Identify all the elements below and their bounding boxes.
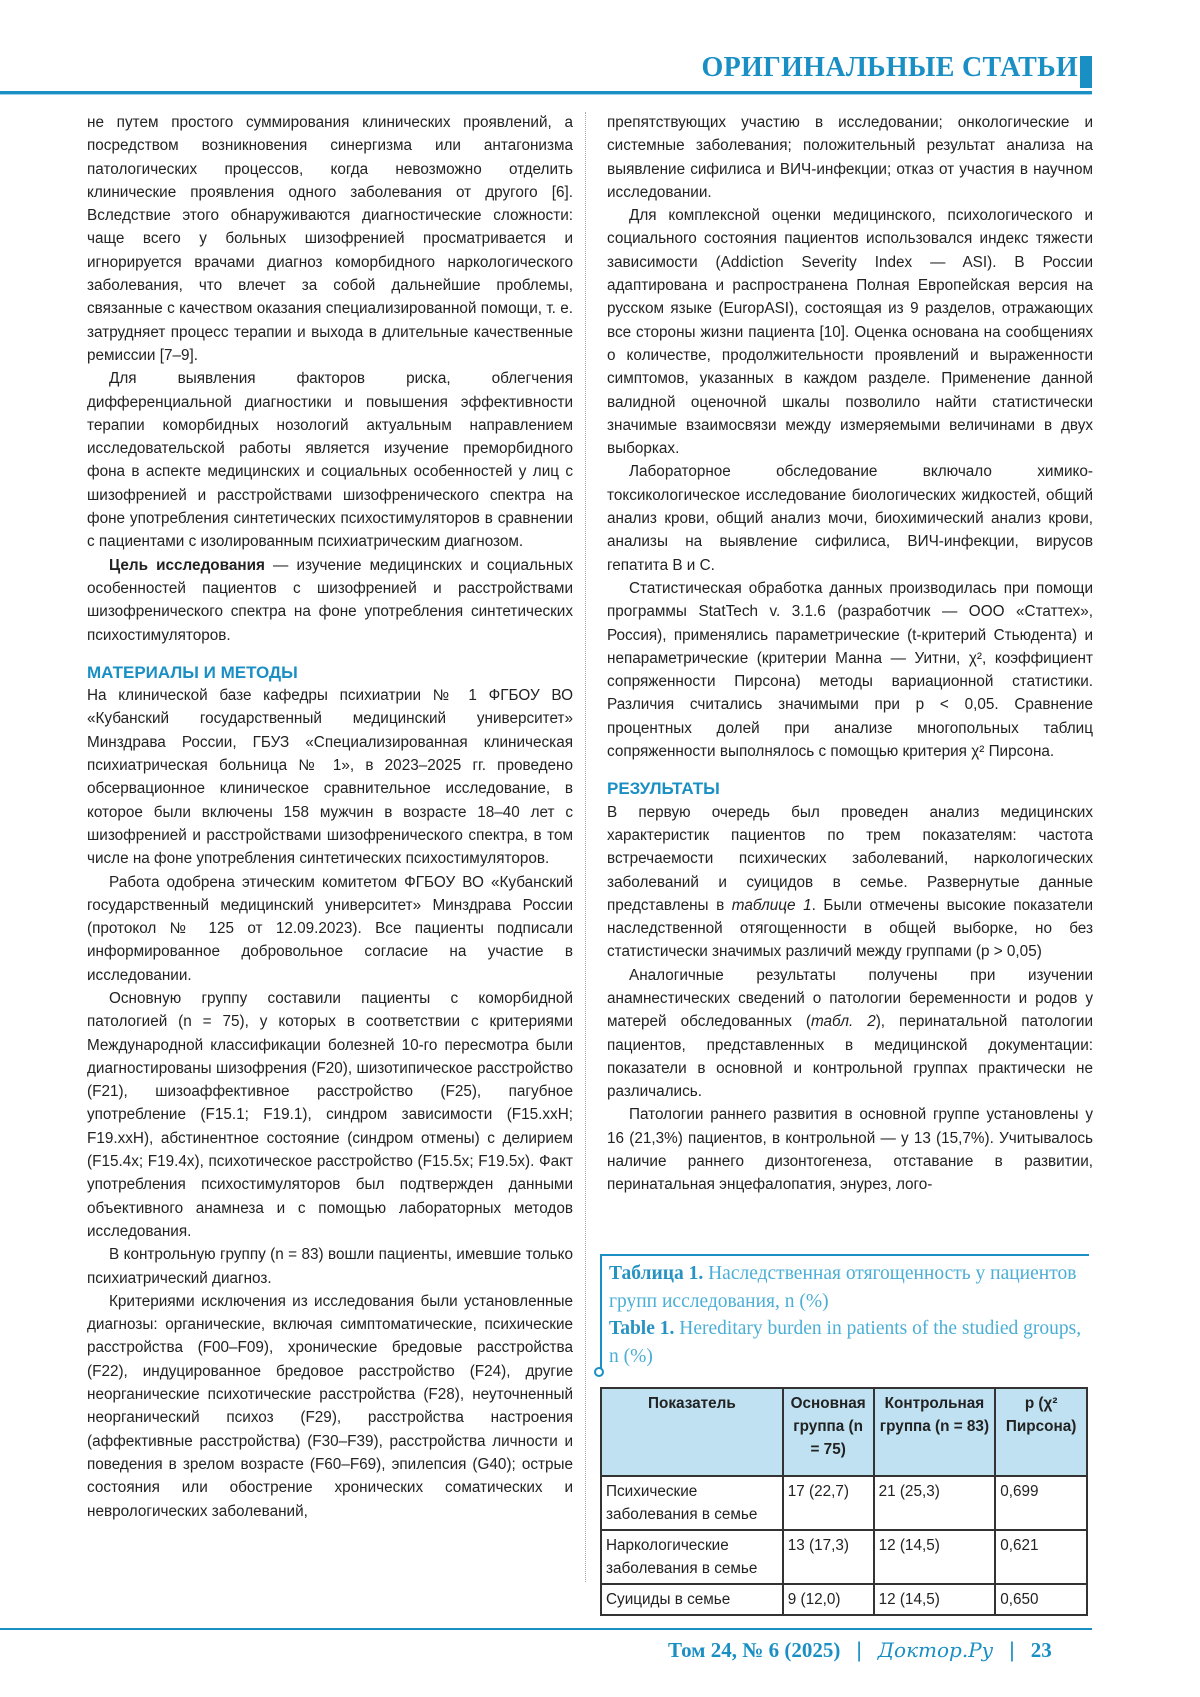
paragraph: препятствующих участию в исследовании; онкологические и системные заболевания; положительный результат анализа на выявление сифилиса и ВИЧ-инфекции; отказ от участия в научном исследовании.: [607, 111, 1093, 204]
table-caption: [609, 1260, 1089, 1370]
paragraph: Для выявления факторов риска, облегчения дифференциальной диагностики и повышения эффективности терапии коморбидных нозологий актуальным направлением исследовательской работы является изучение преморбидного фона в аспекте медицинских и социальных особенностей у лиц с шизофренией и расстройствами шизофренического спектра на фоне употребления синтетических психостимуляторов в сравнении с пациентами с изолированным психиатрическим диагнозом.: [87, 367, 573, 553]
table-hereditary-burden: [600, 1387, 1088, 1616]
table-cell: 0,621: [995, 1530, 1087, 1584]
table-cell: Психические заболевания в семье: [601, 1476, 783, 1530]
text: . Были отмечены высокие показатели наследственной отягощенности в общей выборке, но без статистически значимых различий между группами (p > 0,05): [607, 897, 1093, 961]
text: В первую очередь был проведен анализ медицинских характеристик пациентов по трем показателям: частота встречаемости психических заболеваний, наркологических заболеваний и суицидов в семье. Развернутые данные представлены в: [607, 804, 1093, 914]
paragraph: Лабораторное обследование включало химико-токсикологическое исследование биологических жидкостей, общий анализ крови, общий анализ мочи, биохимический анализ крови, анализы на выявление сифилиса, ВИЧ-инфекции, вирусов гепатита В и С.: [607, 460, 1093, 576]
table-header-row: [601, 1388, 1087, 1476]
paragraph: Статистическая обработка данных производилась при помощи программы StatTech v. 3.1.6 (разработчик — ООО «Статтех», Россия), применялись параметрические (t-критерий Стьюдента) и непараметрические (критерии Манна — Уитни, χ², коэффициент сопряженности Пирсона) методы вариационной статистики. Различия считались значимыми при p < 0,05. Сравнение процентных долей при анализе многопольных таблиц сопряженности выполнялось с помощью критерия χ² Пирсона.: [607, 577, 1093, 763]
heading-methods: МАТЕРИАЛЫ И МЕТОДЫ: [87, 661, 573, 684]
column-header: Основная группа (n = 75): [783, 1388, 874, 1476]
table-cell: 21 (25,3): [874, 1476, 996, 1530]
paragraph: Работа одобрена этическим комитетом ФГБОУ ВО «Кубанский государственный медицинский университет» Минздрава России (протокол № 125 от 12.09.2023). Все пациенты подписали информированное добровольное согласие на участие в исследовании.: [87, 871, 573, 987]
journal-logo: Доктор.Ру: [878, 1638, 993, 1662]
heading-results: РЕЗУЛЬТАТЫ: [607, 777, 1093, 800]
column-header: Контрольная группа (n = 83): [874, 1388, 996, 1476]
caption-dot: [594, 1367, 604, 1377]
table-cell: 0,699: [995, 1476, 1087, 1530]
left-column: [87, 111, 573, 1523]
footer-rule: [0, 1628, 1092, 1630]
column-divider: [585, 112, 586, 1582]
table-row: [601, 1530, 1087, 1584]
aim-text: — изучение медицинских и социальных особенностей пациентов с шизофренией и расстройствами шизофренического спектра на фоне употребления синтетических психостимуляторов.: [87, 557, 573, 644]
caption-label: Table 1.: [609, 1318, 674, 1339]
header-rule: [0, 91, 1092, 95]
column-header: p (χ² Пирсона): [995, 1388, 1087, 1476]
table-cell: 13 (17,3): [783, 1530, 874, 1584]
table-cell: 9 (12,0): [783, 1584, 874, 1615]
text: ), перинатальной патологии пациентов, представленных в медицинской документации: показатели в основной и контрольной группах практически не различались.: [607, 1013, 1093, 1100]
paragraph: В контрольную группу (n = 83) вошли пациенты, имевшие только психиатрический диагноз.: [87, 1243, 573, 1290]
table-cell: 12 (14,5): [874, 1584, 996, 1615]
caption-label: Таблица 1.: [609, 1263, 703, 1284]
table-cell: 12 (14,5): [874, 1530, 996, 1584]
table-row: [601, 1584, 1087, 1615]
table-reference: табл. 2: [811, 1013, 876, 1030]
issue-info: Том 24, № 6 (2025): [668, 1638, 840, 1662]
paragraph: Критериями исключения из исследования были установленные диагнозы: органические, включая симптоматические, психические расстройства (F00–F09), хронические бредовые расстройства (F22), индуцированное бредовое расстройство (F24), другие неорганические психотические расстройства (F28), неуточненный неорганический психоз (F29), расстройства настроения (аффективные расстройства) (F30–F39), расстройства личности и поведения в зрелом возрасте (F60–F69), эпилепсия (G40); острые состояния или обострение хронических соматических и неврологических заболеваний,: [87, 1290, 573, 1523]
page-number: 23: [1031, 1638, 1052, 1662]
column-header: Показатель: [601, 1388, 783, 1476]
section-title: ОРИГИНАЛЬНЫЕ СТАТЬИ: [701, 52, 1078, 84]
section-bar: [1080, 56, 1092, 88]
table-cell: 0,650: [995, 1584, 1087, 1615]
paragraph: На клинической базе кафедры психиатрии № 1 ФГБОУ ВО «Кубанский государственный медицинский университет» Минздрава России, ГБУЗ «Специализированная клиническая психиатрическая больница № 1», в 2023–2025 гг. проведено обсервационное клиническое сравнительное исследование, в которое были включены 158 мужчин в возрасте 18–40 лет с шизофренией и расстройствами шизофренического спектра, в том числе на фоне употребления синтетических психостимуляторов.: [87, 684, 573, 870]
paragraph: [87, 554, 573, 647]
paragraph: [607, 964, 1093, 1104]
paragraph: не путем простого суммирования клинических проявлений, а посредством возникновения синергизма или антагонизма патологических процессов, когда невозможно отделить клинические проявления одного заболевания от другого [6]. Вследствие этого обнаруживаются диагностические сложности: чаще всего у больных шизофренией просматривается и игнорируется врачами диагноз коморбидного наркологического заболевания, что влечет за собой дальнейшие проблемы, связанные с качеством оказания специализированной помощи, т. е. затрудняет процесс терапии и выхода в длительные качественные ремиссии [7–9].: [87, 111, 573, 367]
table-cell: Наркологические заболевания в семье: [601, 1530, 783, 1584]
paragraph: Патологии раннего развития в основной группе установлены у 16 (21,3%) пациентов, в контрольной — у 13 (15,7%). Учитывалось наличие раннего дизонтогенеза, отставание в развитии, перинатальная энцефалопатия, энурез, лого-: [607, 1103, 1093, 1196]
caption-text: Hereditary burden in patients of the studied groups, n (%): [609, 1318, 1081, 1367]
separator: |: [1009, 1639, 1014, 1662]
table-reference: таблице 1: [732, 897, 812, 914]
paragraph: Основную группу составили пациенты с коморбидной патологией (n = 75), у которых в соответствии с критериями Международной классификации болезней 10-го пересмотра были диагностированы шизофрения (F20), шизотипическое расстройство (F21), шизоаффективное расстройство (F25), пагубное употребление (F15.1; F19.1), синдром зависимости (F15.xxH; F19.xxH), абстинентное состояние (синдром отмены) с делирием (F15.4x; F19.4x), психотическое расстройство (F15.5x; F19.5x). Факт употребления психостимуляторов был подтвержден данными объективного анамнеза и с помощью лабораторных методов исследования.: [87, 987, 573, 1243]
footer: [668, 1638, 1052, 1663]
caption-text: Наследственная отягощенность у пациентов групп исследования, n (%): [609, 1263, 1076, 1312]
right-column: [607, 111, 1093, 1197]
table-row: [601, 1476, 1087, 1530]
table-cell: 17 (22,7): [783, 1476, 874, 1530]
text: Аналогичные результаты получены при изучении анамнестических сведений о патологии беременности и родов у матерей обследованных (: [607, 967, 1093, 1031]
aim-label: Цель исследования: [109, 557, 265, 574]
paragraph: [607, 801, 1093, 964]
separator: |: [856, 1639, 861, 1662]
paragraph: Для комплексной оценки медицинского, психологического и социального состояния пациентов использовался индекс тяжести зависимости (Addiction Severity Index — ASI). В России адаптирована и распространена Полная Европейская версия на русском языке (EuropASI), состоящая из 9 разделов, отражающих все стороны жизни пациента [10]. Оценка основана на сообщениях о количестве, продолжительности проявлений и выраженности симптомов, указанных в каждом разделе. Применение данной валидной оценочной шкалы позволило найти статистически значимые взаимосвязи между измеряемыми величинами в двух выборках.: [607, 204, 1093, 460]
table-cell: Суициды в семье: [601, 1584, 783, 1615]
